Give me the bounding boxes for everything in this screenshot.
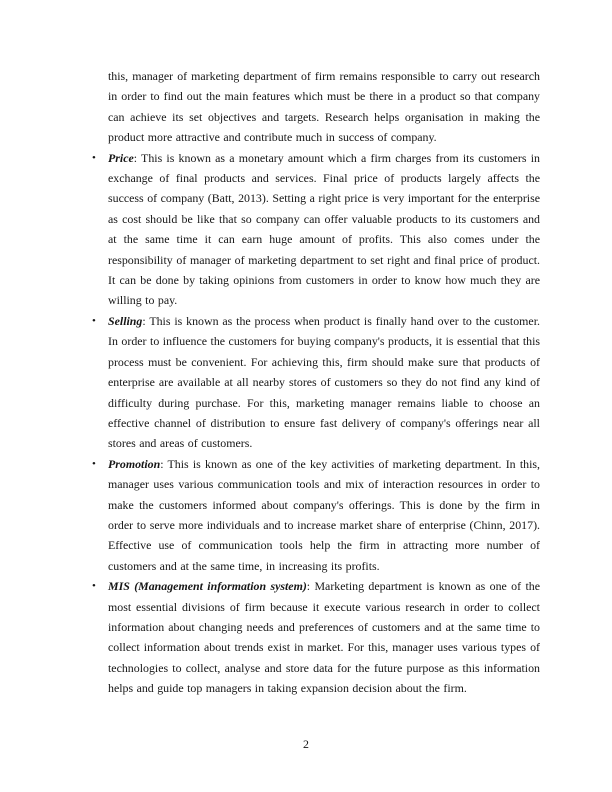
bullet-term: Price (108, 150, 134, 165)
page-content (108, 66, 540, 699)
list-item-selling (108, 311, 540, 454)
bullet-term: Promotion (108, 456, 161, 471)
bullet-text: : This is known as one of the key activities of marketing department. In this, manager uses various communication tools and mix of interaction resources in order to make the customers informed about company's offerings. This is done by the firm in order to serve more individuals and to increase market share of enterprise (Chinn, 2017). Effective use of communication tools help the firm in attracting more number of customers and at the same time, in increasing its profits. (108, 456, 540, 573)
page-number: 2 (303, 737, 309, 751)
bullet-term: MIS (Management information system) (108, 579, 307, 594)
intro-paragraph: this, manager of marketing department of firm remains responsible to carry out research in order to find out the main features which must be there in a product so that company can achieve its set objectives and targets. Research helps organisation in making the product more attractive and contribute much in success of company. (108, 69, 540, 145)
bullet-text: : This is known as the process when product is finally hand over to the customer. In order to influence the customers for buying company's products, it is essential that this process must be convenient. For achieving this, firm should make sure that products of enterprise are available at all nearby stores of customers so they do not find any kind of difficulty during purchase. For this, marketing manager remains liable to choose an effective channel of distribution to ensure fast delivery of company's offerings near all stores and areas of customers. (108, 313, 540, 451)
bullet-text: : This is known as a monetary amount which a firm charges from its customers in exchange of final products and services. Final price of products largely affects the success of company (Batt, 2013). Setting a right price is very important for the enterprise as cost should be like that so company can offer valuable products to its customers and at the same time it can earn huge amount of profits. This also comes under the responsibility of manager of marketing department to set right and final price of product. It can be done by taking opinions from customers in order to know how much they are willing to pay. (108, 150, 540, 308)
bullet-text: : Marketing department is known as one of the most essential divisions of firm because it execute various research in order to collect information about changing needs and preferences of customers and at the same time to collect information about trends exist in market. For this, manager uses various types of technologies to collect, analyse and store data for the future purpose as this information helps and guide top managers in taking expansion decision about the firm. (108, 579, 540, 696)
list-item-price (108, 148, 540, 311)
bullet-term: Selling (108, 313, 143, 328)
list-item-mis (108, 576, 540, 698)
bullet-list (108, 148, 540, 699)
list-item-promotion (108, 454, 540, 576)
